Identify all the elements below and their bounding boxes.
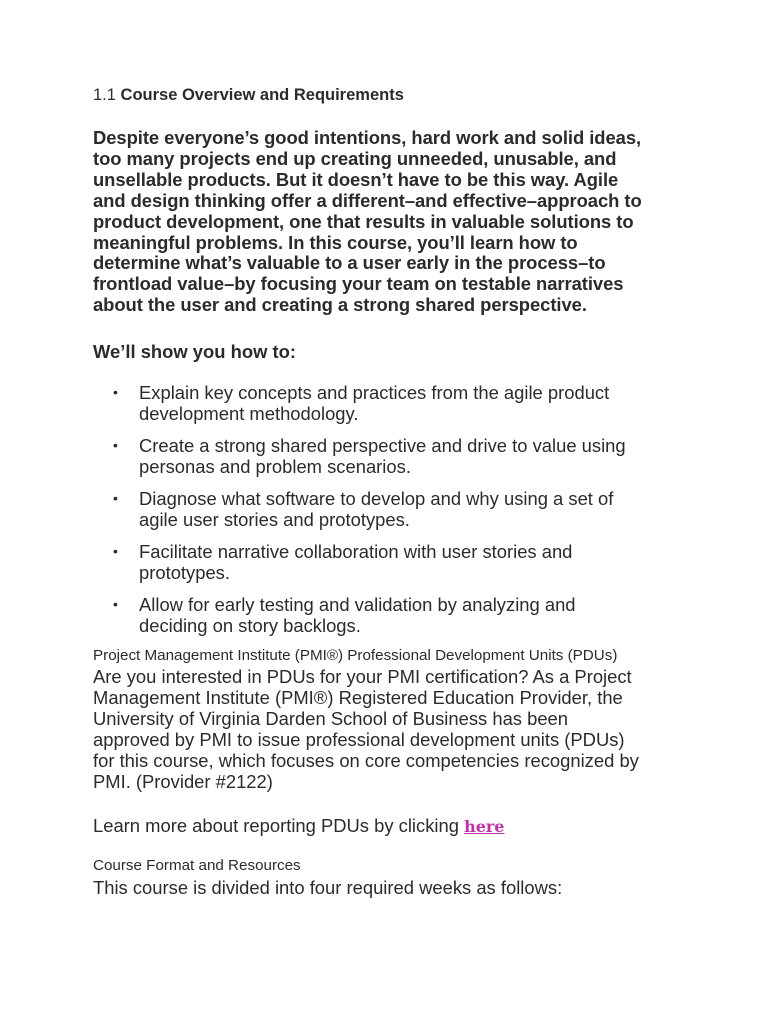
intro-line: Despite everyone’s good intentions, hard work and solid ideas, — [93, 127, 642, 148]
format-heading: Course Format and Resources — [93, 857, 301, 874]
list-item-line: Diagnose what software to develop and why using a set of — [139, 488, 614, 509]
format-paragraph: This course is divided into four required weeks as follows: — [93, 877, 563, 898]
learn-more-text: Learn more about reporting PDUs by clicking — [93, 815, 465, 836]
learning-objectives-list — [93, 382, 693, 647]
intro-line: determine what’s valuable to a user early in the process–to — [93, 252, 606, 274]
list-item — [93, 594, 693, 636]
pmi-line: Management Institute (PMI®) Registered Education Provider, the — [93, 687, 623, 708]
bullet-icon: • — [113, 384, 118, 400]
intro-line: about the user and creating a strong shared perspective. — [93, 294, 587, 316]
here-link[interactable]: here — [464, 817, 505, 836]
show-heading: We’ll show you how to: — [93, 341, 296, 362]
pmi-heading: Project Management Institute (PMI®) Professional Development Units (PDUs) — [93, 647, 618, 664]
pmi-line: approved by PMI to issue professional development units (PDUs) — [93, 729, 625, 750]
intro-line: product development, one that results in valuable solutions to — [93, 210, 634, 232]
learn-more-line — [93, 815, 504, 837]
bullet-icon: • — [113, 543, 118, 559]
list-item-line: personas and problem scenarios. — [139, 456, 411, 477]
list-item — [93, 435, 693, 477]
list-item-line: Explain key concepts and practices from the agile product — [139, 382, 610, 403]
pmi-line: for this course, which focuses on core competencies recognized by — [93, 750, 639, 771]
list-item-line: deciding on story backlogs. — [139, 615, 361, 636]
pmi-line: University of Virginia Darden School of Business has been — [93, 708, 569, 729]
intro-paragraph — [93, 128, 693, 316]
bullet-icon: • — [113, 437, 118, 453]
bullet-icon: • — [113, 596, 118, 612]
pmi-line: Are you interested in PDUs for your PMI certification? As a Project — [93, 666, 632, 687]
list-item-line: development methodology. — [139, 403, 359, 424]
pmi-paragraph — [93, 666, 693, 792]
bullet-icon: • — [113, 490, 118, 506]
list-item — [93, 541, 693, 583]
pmi-line: PMI. (Provider #2122) — [93, 771, 273, 792]
intro-line: and design thinking offer a different–and effective–approach to — [93, 189, 642, 211]
list-item-line: prototypes. — [139, 562, 230, 583]
list-item-line: Allow for early testing and validation by analyzing and — [139, 594, 576, 615]
section-number: 1.1 — [93, 86, 116, 104]
list-item-line: Facilitate narrative collaboration with user stories and — [139, 541, 573, 562]
list-item-line: agile user stories and prototypes. — [139, 509, 410, 530]
intro-line: unsellable products. But it doesn’t have to be this way. Agile — [93, 168, 619, 190]
intro-line: too many projects end up creating unneeded, unusable, and — [93, 147, 617, 169]
list-item — [93, 488, 693, 530]
list-item — [93, 382, 693, 424]
intro-line: frontload value–by focusing your team on testable narratives — [93, 273, 624, 295]
intro-line: meaningful problems. In this course, you’ll learn how to — [93, 231, 578, 253]
section-heading — [93, 86, 404, 105]
section-title: Course Overview and Requirements — [120, 86, 404, 104]
list-item-line: Create a strong shared perspective and drive to value using — [139, 435, 626, 456]
